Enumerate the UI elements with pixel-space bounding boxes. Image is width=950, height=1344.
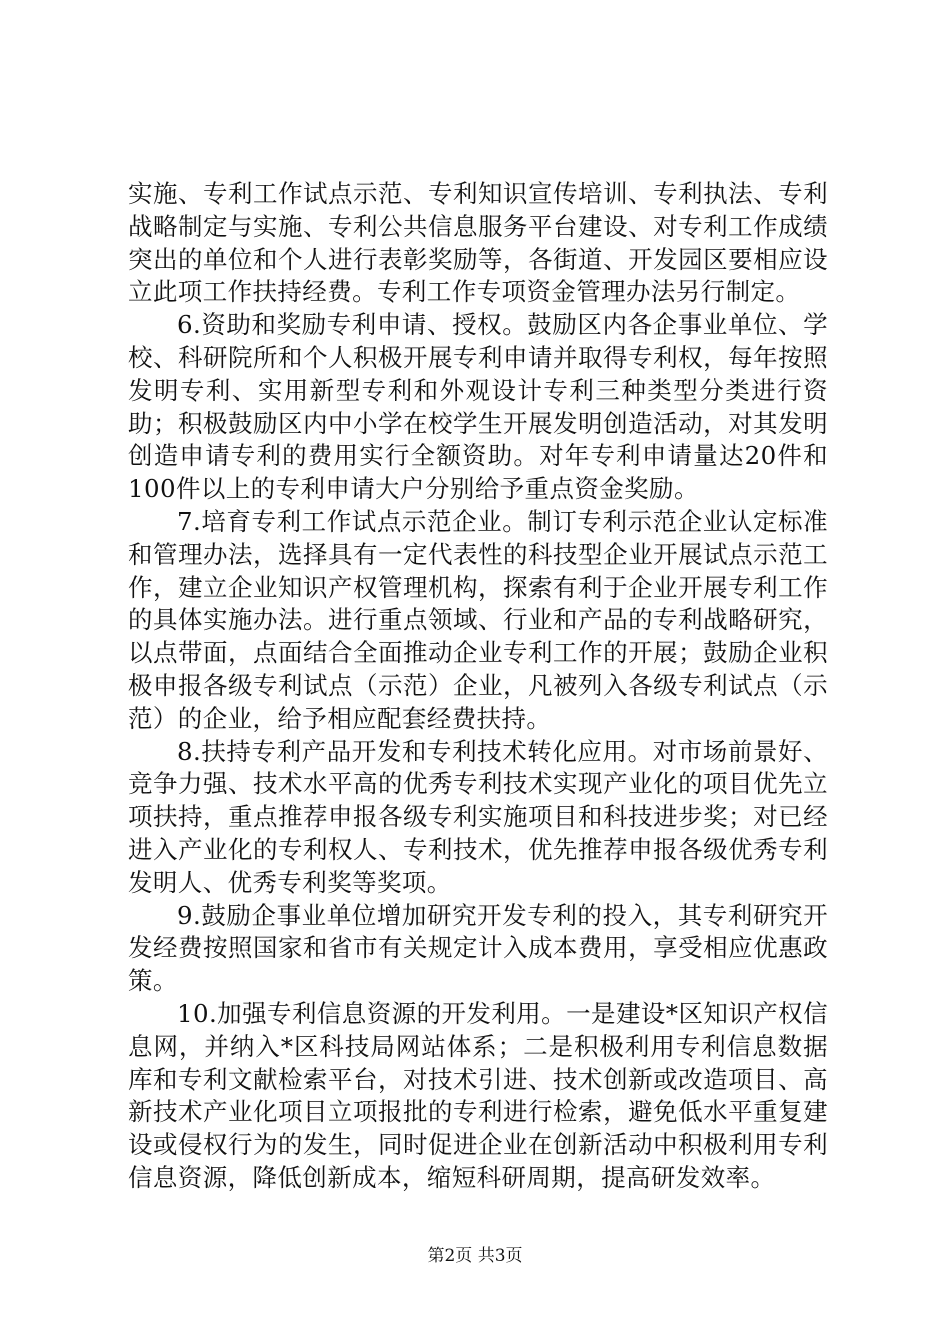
paragraph-continuation: 实施、专利工作试点示范、专利知识宣传培训、专利执法、专利战略制定与实施、专利公共信息服务平台建设、对专利工作成绩突出的单位和个人进行表彰奖励等，各街道、开发园区要相应设立此项工作扶持经费。专利工作专项资金管理办法另行制定。 (128, 179, 828, 307)
paragraph-item-10: 10.加强专利信息资源的开发利用。一是建设*区知识产权信息网，并纳入*区科技局网站体系；二是积极利用专利信息数据库和专利文献检索平台，对技术引进、技术创新或改造项目、高新技术产业化项目立项报批的专利进行检索，避免低水平重复建设或侵权行为的发生，同时促进企业在创新活动中积极利用专利信息资源，降低创新成本，缩短科研周期，提高研发效率。 (128, 998, 828, 1192)
page-number-label: 第2页 共3页 (427, 1246, 523, 1266)
document-body (128, 178, 828, 1195)
page-footer (0, 1245, 950, 1267)
paragraph-item-9: 9.鼓励企事业单位增加研究开发专利的投入，其专利研究开发经费按照国家和省市有关规定计入成本费用，享受相应优惠政策。 (128, 900, 828, 996)
paragraph-item-7: 7.培育专利工作试点示范企业。制订专利示范企业认定标准和管理办法，选择具有一定代表性的科技型企业开展试点示范工作，建立企业知识产权管理机构，探索有利于企业开展专利工作的具体实施办法。进行重点领域、行业和产品的专利战略研究，以点带面，点面结合全面推动企业专利工作的开展；鼓励企业积极申报各级专利试点（示范）企业，凡被列入各级专利试点（示范）的企业，给予相应配套经费扶持。 (128, 506, 828, 733)
paragraph-item-8: 8.扶持专利产品开发和专利技术转化应用。对市场前景好、竞争力强、技术水平高的优秀专利技术实现产业化的项目优先立项扶持，重点推荐申报各级专利实施项目和科技进步奖；对已经进入产业化的专利权人、专利技术，优先推荐申报各级优秀专利发明人、优秀专利奖等奖项。 (128, 736, 828, 897)
paragraph-item-6: 6.资助和奖励专利申请、授权。鼓励区内各企事业单位、学校、科研院所和个人积极开展专利申请并取得专利权，每年按照发明专利、实用新型专利和外观设计专利三种类型分类进行资助；积极鼓励区内中小学在校学生开展发明创造活动，对其发明创造申请专利的费用实行全额资助。对年专利申请量达20件和100件以上的专利申请大户分别给予重点资金奖励。 (128, 310, 828, 504)
